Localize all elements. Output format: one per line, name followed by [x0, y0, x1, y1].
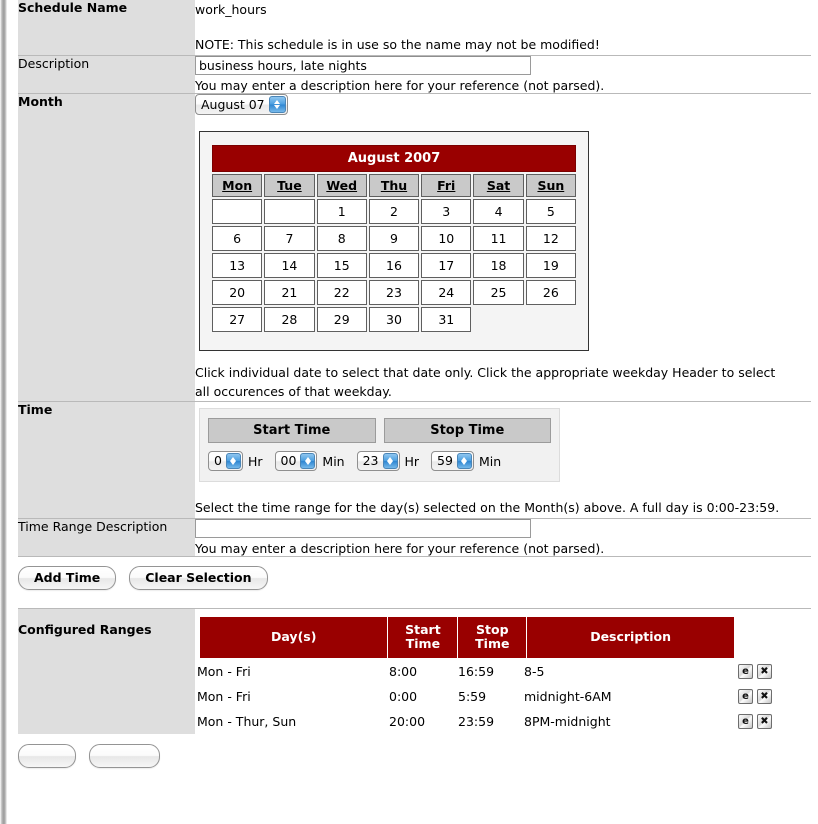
window-edge-strip: [0, 0, 7, 824]
calendar-title-row: [212, 145, 576, 172]
calendar-day-5[interactable]: 5: [526, 199, 576, 224]
calendar-table: [210, 143, 578, 334]
calendar-cell-empty: [264, 199, 314, 224]
calendar-day-31[interactable]: 31: [421, 307, 471, 332]
calendar-day-24[interactable]: 24: [421, 280, 471, 305]
range-stop-time: 23:59: [458, 713, 495, 729]
calendar-day-12[interactable]: 12: [526, 226, 576, 251]
start-hour-select[interactable]: [208, 451, 243, 471]
value-description: [195, 55, 811, 93]
calendar-day-30[interactable]: 30: [369, 307, 419, 332]
save-button[interactable]: [18, 744, 76, 768]
start-minute-label: Min: [322, 453, 345, 469]
divider-above-buttons: [18, 556, 811, 557]
row-configured-ranges: [18, 609, 811, 734]
stop-time-header: Stop Time: [384, 418, 552, 443]
range-description: 8-5: [524, 663, 545, 679]
calendar-day-13[interactable]: 13: [212, 253, 262, 278]
bottom-action-buttons: [18, 744, 818, 768]
calendar-day-10[interactable]: 10: [421, 226, 471, 251]
time-fields: [208, 451, 551, 471]
stop-hour-label: Hr: [404, 453, 420, 469]
calendar-day-22[interactable]: 22: [317, 280, 367, 305]
calendar-day-21[interactable]: 21: [264, 280, 314, 305]
calendar-day-25[interactable]: 25: [473, 280, 523, 305]
ranges-header-row: [200, 617, 735, 659]
stop-minute-select[interactable]: [431, 451, 474, 471]
calendar-day-3[interactable]: 3: [421, 199, 471, 224]
range-description: 8PM-midnight: [524, 713, 611, 729]
chevron-updown-icon[interactable]: [383, 453, 398, 469]
schedule-name-value: work_hours: [195, 2, 267, 17]
calendar-day-1[interactable]: 1: [317, 199, 367, 224]
add-time-button[interactable]: Add Time: [18, 566, 116, 590]
calendar-container: [199, 131, 589, 351]
edit-icon[interactable]: e: [738, 714, 753, 729]
range-row-actions: [723, 684, 783, 709]
label-time-range-description: Time Range Description: [18, 519, 195, 557]
start-time-header: Start Time: [208, 418, 376, 443]
delete-icon[interactable]: ✖: [757, 689, 772, 704]
table-row: [195, 709, 811, 734]
row-time: [18, 402, 811, 519]
cancel-button[interactable]: [89, 744, 160, 768]
schedule-editor-page: [7, 0, 818, 824]
calendar-day-16[interactable]: 16: [369, 253, 419, 278]
chevron-updown-icon[interactable]: [457, 453, 472, 469]
calendar-day-20[interactable]: 20: [212, 280, 262, 305]
calendar-day-2[interactable]: 2: [369, 199, 419, 224]
range-days: Mon - Fri: [197, 688, 251, 704]
description-input[interactable]: [195, 56, 531, 75]
calendar-week-row: [212, 253, 576, 278]
stop-hour-select[interactable]: [357, 451, 400, 471]
calendar-body: [212, 199, 576, 332]
calendar-day-27[interactable]: 27: [212, 307, 262, 332]
time-headers: [208, 418, 551, 443]
calendar-title: August 2007: [212, 145, 576, 172]
stop-minute-label: Min: [478, 453, 502, 469]
ranges-column-header: Start Time: [388, 617, 458, 659]
ranges-rows: [195, 659, 811, 734]
calendar-weekday-fri[interactable]: Fri: [421, 174, 471, 197]
row-description: [18, 55, 811, 93]
calendar-day-19[interactable]: 19: [526, 253, 576, 278]
calendar-day-17[interactable]: 17: [421, 253, 471, 278]
ranges-column-header: Stop Time: [458, 617, 527, 659]
range-days: Mon - Fri: [197, 663, 251, 679]
range-start-time: 8:00: [389, 663, 418, 679]
calendar-day-4[interactable]: 4: [473, 199, 523, 224]
calendar-week-row: [212, 199, 576, 224]
schedule-name-note: NOTE: This schedule is in use so the name may not be modified!: [195, 37, 600, 53]
calendar-day-8[interactable]: 8: [317, 226, 367, 251]
label-month: Month: [18, 93, 195, 402]
month-select[interactable]: [195, 94, 288, 115]
ranges-column-header: Description: [527, 617, 735, 659]
edit-icon[interactable]: e: [738, 689, 753, 704]
start-hour-label: Hr: [247, 453, 263, 469]
label-time: Time: [18, 402, 195, 519]
calendar-cell-blank: [526, 307, 576, 332]
calendar-cell-empty: [212, 199, 262, 224]
calendar-day-15[interactable]: 15: [317, 253, 367, 278]
time-range-description-help: You may enter a description here for your reference (not parsed).: [195, 541, 605, 556]
time-tip: Select the time range for the day(s) selected on the Month(s) above. A full day is 0:00-23:59.: [195, 500, 780, 516]
delete-icon[interactable]: ✖: [757, 714, 772, 729]
calendar-day-14[interactable]: 14: [264, 253, 314, 278]
stop-minute-value: 59: [437, 453, 453, 469]
calendar-weekday-mon[interactable]: Mon: [212, 174, 262, 197]
clear-selection-button[interactable]: Clear Selection: [129, 566, 267, 590]
value-time-range-description: [195, 519, 811, 557]
range-days: Mon - Thur, Sun: [197, 713, 297, 729]
calendar-week-row: [212, 307, 576, 332]
range-row-actions: [723, 659, 783, 684]
start-hour-value: 0: [214, 453, 222, 469]
calendar-day-11[interactable]: 11: [473, 226, 523, 251]
range-stop-time: 5:59: [458, 688, 487, 704]
value-month: [195, 93, 811, 402]
table-row: [195, 659, 811, 684]
range-start-time: 20:00: [389, 713, 426, 729]
value-time: [195, 402, 811, 519]
calendar-tip: Click individual date to select that date only. Click the appropriate weekday Header to select all occurences of that weekday.: [195, 364, 776, 399]
calendar-day-7[interactable]: 7: [264, 226, 314, 251]
description-help: You may enter a description here for your reference (not parsed).: [195, 77, 605, 93]
configured-ranges-table-wrap: [18, 608, 811, 734]
calendar-day-29[interactable]: 29: [317, 307, 367, 332]
value-schedule-name: [195, 0, 811, 55]
schedule-form-table: [18, 0, 811, 556]
calendar-weekday-wed[interactable]: Wed: [317, 174, 367, 197]
time-panel: [199, 408, 560, 482]
range-start-time: 0:00: [389, 688, 418, 704]
row-schedule-name: [18, 0, 811, 55]
calendar-day-9[interactable]: 9: [369, 226, 419, 251]
chevron-updown-icon[interactable]: [226, 453, 241, 469]
chevron-updown-icon[interactable]: [300, 453, 315, 469]
label-schedule-name: Schedule Name: [18, 0, 195, 55]
row-time-range-description: [18, 519, 811, 557]
stop-hour-value: 23: [362, 453, 379, 469]
calendar-cell-blank: [473, 307, 523, 332]
calendar-week-row: [212, 280, 576, 305]
ranges-header-table: [199, 616, 735, 659]
month-select-value: August 07: [201, 96, 265, 112]
range-stop-time: 16:59: [458, 663, 495, 679]
ranges-column-header: Day(s): [200, 617, 388, 659]
calendar-day-18[interactable]: 18: [473, 253, 523, 278]
calendar-day-23[interactable]: 23: [369, 280, 419, 305]
calendar-weekday-thu[interactable]: Thu: [369, 174, 419, 197]
calendar-weekday-sun[interactable]: Sun: [526, 174, 576, 197]
label-configured-ranges: Configured Ranges: [18, 609, 195, 734]
value-configured-ranges: [195, 609, 811, 734]
delete-icon[interactable]: ✖: [757, 664, 772, 679]
calendar-weekday-header-row: [212, 174, 576, 197]
row-month: [18, 93, 811, 402]
start-minute-select[interactable]: [275, 451, 318, 471]
start-minute-value: 00: [280, 453, 297, 469]
calendar-weekday-sat[interactable]: Sat: [473, 174, 523, 197]
calendar-day-6[interactable]: 6: [212, 226, 262, 251]
range-row-actions: [723, 709, 783, 734]
calendar-day-26[interactable]: 26: [526, 280, 576, 305]
label-description: Description: [18, 55, 195, 93]
table-row: [195, 684, 811, 709]
calendar-weekday-tue[interactable]: Tue: [264, 174, 314, 197]
range-description: midnight-6AM: [524, 688, 612, 704]
edit-icon[interactable]: e: [738, 664, 753, 679]
calendar-week-row: [212, 226, 576, 251]
chevron-updown-icon[interactable]: [269, 96, 286, 113]
time-range-description-input[interactable]: [195, 519, 531, 538]
calendar-day-28[interactable]: 28: [264, 307, 314, 332]
time-action-buttons: [18, 566, 818, 590]
